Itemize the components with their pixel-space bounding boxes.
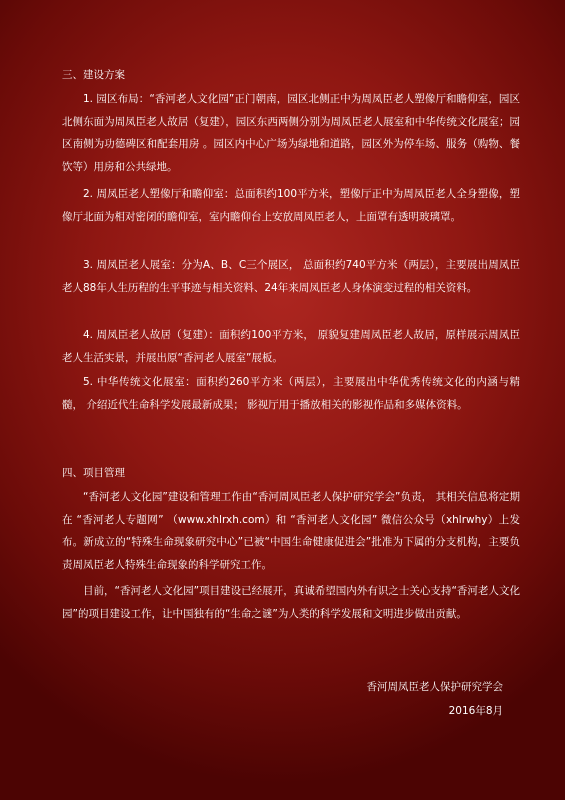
section-heading-project-management: 四、项目管理 xyxy=(62,467,125,479)
paragraph-management: “香河老人文化园”建设和管理工作由“香河周凤臣老人保护研究学会”负责， 其相关信息将定期在 “香河老人专题网” （www.xhlrxh.com）和 “香河老人文化园” 微信公众号（xhlrwhy）上发布。新成立的“特殊生命现象研究中心”已被“中国生命健康促进会”批准为下属的分支机构，主要负责周凤臣老人特殊生命现象的科学研究工作。 xyxy=(62,491,520,571)
signature-date: 2016年8月 xyxy=(448,705,503,717)
signature-organization: 香河周凤臣老人保护研究学会 xyxy=(366,681,503,693)
paragraph-statue-hall: 2. 周凤臣老人塑像厅和瞻仰室：总面积约100平方米，塑像厅正中为周凤臣老人全身塑像，塑像厅北面为相对密闭的瞻仰室，室内瞻仰台上安放周凤臣老人，上面罩有透明玻璃罩。 xyxy=(62,188,520,223)
paragraph-traditional-culture-room: 5. 中华传统文化展室：面积约260平方米（两层），主要展出中华优秀传统文化的内涵与精髓， 介绍近代生命科学发展最新成果； 影视厅用于播放相关的影视作品和多媒体资料。 xyxy=(62,376,520,411)
paragraph-exhibition-room: 3. 周凤臣老人展室：分为A、B、C三个展区， 总面积约740平方米（两层），主要展出周凤臣老人88年人生历程的生平事迹与相关资料、24年来周凤臣老人身体演变过程的相关资料。 xyxy=(62,259,520,294)
paragraph-former-residence: 4. 周凤臣老人故居（复建）：面积约100平方米， 原貌复建周凤臣老人故居，原样展示周凤臣老人生活实景，并展出原“香河老人展室”展板。 xyxy=(62,329,520,364)
section-heading-construction-plan: 三、建设方案 xyxy=(62,69,125,81)
paragraph-call-for-support: 目前，“香河老人文化园”项目建设已经展开，真诚希望国内外有识之士关心支持“香河老人文化园”的项目建设工作，让中国独有的“生命之谜”为人类的科学发展和文明进步做出贡献。 xyxy=(62,585,520,620)
paragraph-park-layout: 1. 园区布局：“香河老人文化园”正门朝南，园区北侧正中为周凤臣老人塑像厅和瞻仰室，园区北侧东面为周凤臣老人故居（复建），园区东西两侧分别为周凤臣老人展室和中华传统文化展室；园区南侧为功德碑区和配套用房 。园区内中心广场为绿地和道路，园区外为停车场、服务（购物、餐饮等）用房和公共绿地。 xyxy=(62,93,520,173)
